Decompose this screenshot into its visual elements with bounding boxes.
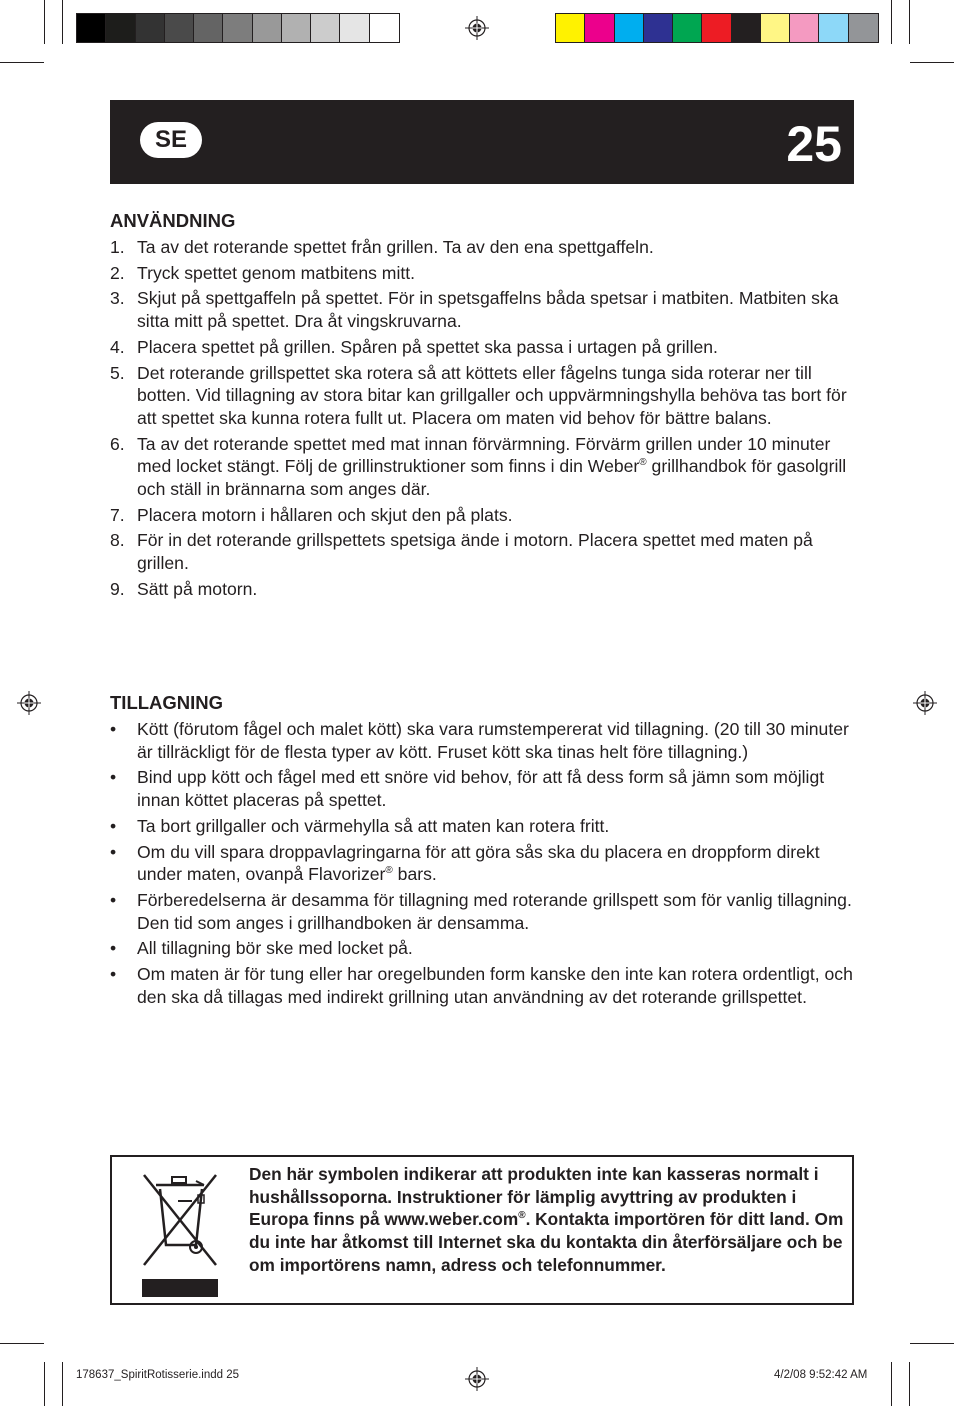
color-calibration-bar — [555, 13, 879, 43]
crop-mark — [891, 1362, 892, 1406]
crop-mark — [891, 0, 892, 44]
list-item: • Kött (förutom fågel och malet kött) ska vara rumstempererat vid tillagning. (20 till 30 minuter är tillräckligt för de flesta typer av kött. Fruset kött ska tinas helt före tillagning.) — [110, 719, 849, 762]
list-item: 9. Sätt på motorn. — [110, 578, 258, 599]
calibration-swatch — [644, 14, 673, 42]
calibration-swatch — [732, 14, 761, 42]
calibration-swatch — [370, 14, 399, 42]
list-item: 3. Skjut på spettgaffeln på spettet. För in spetsgaffelns båda spetsar i matbiten. Matbiten ska sitta mitt på spettet. Dra åt vingskruvarna. — [110, 288, 839, 332]
list-item: 2. Tryck spettet genom matbitens mitt. — [110, 262, 416, 283]
calibration-swatch — [106, 14, 135, 42]
crop-mark — [0, 62, 44, 63]
calibration-swatch — [819, 14, 848, 42]
list-item: 5. Det roterande grillspettet ska rotera så att köttets eller fågelns tunga sida roterar ner till botten. Vid tillagning av stora bitar kan grillgaller och uppvärmningshylla behöva tas bort för att spettet ska kunna rotera fullt ut. Placera om maten vid behov för bättre balans. — [110, 362, 847, 428]
calibration-swatch — [165, 14, 194, 42]
list-item: 8. För in det roterande grillspettets spetsiga ände i motorn. Placera spettet med maten på grillen. — [110, 530, 813, 574]
footer-filename: 178637_SpiritRotisserie.indd 25 — [76, 1369, 240, 1381]
list-item: 7. Placera motorn i hållaren och skjut den på plats. — [110, 504, 513, 525]
cooking-heading: TILLAGNING — [110, 692, 224, 713]
usage-steps-list — [110, 236, 855, 604]
calibration-swatch — [761, 14, 790, 42]
page-number: 25 — [786, 116, 842, 172]
calibration-swatch — [849, 14, 878, 42]
list-item: • Ta bort grillgaller och värmehylla så att maten kan rotera fritt. — [110, 815, 610, 836]
calibration-swatch — [556, 14, 585, 42]
calibration-swatch — [790, 14, 819, 42]
calibration-swatch — [77, 14, 106, 42]
calibration-swatch — [253, 14, 282, 42]
footer-datetime: 4/2/08 9:52:42 AM — [774, 1369, 868, 1381]
crop-mark — [910, 1343, 954, 1344]
crop-mark — [44, 1362, 45, 1406]
crop-mark — [910, 62, 954, 63]
crop-mark — [909, 0, 910, 44]
calibration-swatch — [615, 14, 644, 42]
list-item: 1. Ta av det roterande spettet från grillen. Ta av den ena spettgaffeln. — [110, 237, 654, 257]
list-item: • Bind upp kött och fågel med ett snöre vid behov, för att få dess form så jämn som möjligt innan köttet placeras på spettet. — [110, 767, 825, 811]
language-badge: SE — [140, 122, 202, 158]
list-item: • Om du vill spara droppavlagringarna för att göra sås ska du placera en droppform direkt under maten, ovanpå Flavorizer® bars. — [110, 841, 820, 885]
crop-mark — [62, 1362, 63, 1406]
calibration-swatch — [311, 14, 340, 42]
crossed-out-wheelie-bin-icon — [134, 1167, 224, 1297]
crop-mark — [0, 1343, 44, 1344]
registration-mark-icon — [913, 691, 937, 715]
registration-mark-icon — [465, 16, 489, 40]
crop-mark — [62, 0, 63, 44]
usage-heading: ANVÄNDNING — [110, 210, 236, 231]
calibration-swatch — [223, 14, 252, 42]
calibration-swatch — [340, 14, 369, 42]
calibration-swatch — [282, 14, 311, 42]
list-item: • Förberedelserna är desamma för tillagning med roterande grillspett som för vanlig tillagning. Den tid som anges i grillhandboken är densamma. — [110, 889, 852, 933]
page-header — [110, 100, 854, 184]
list-item: 6. Ta av det roterande spettet med mat innan förvärmning. Förvärm grillen under 10 minuter med locket stängt. Följ de grillinstruktioner som finns i din Weber® grillhandbok för gasolgrill och ställ in brännarna som anges där. — [110, 433, 847, 500]
calibration-swatch — [702, 14, 731, 42]
calibration-swatch — [585, 14, 614, 42]
calibration-swatch — [136, 14, 165, 42]
list-item: • Om maten är för tung eller har oregelbunden form kanske den inte kan rotera ordentligt, och den ska då tillagas med indirekt grillning utan användning av det roterande grillspettet. — [110, 964, 853, 1007]
disposal-notice-box — [110, 1155, 854, 1305]
grayscale-calibration-bar — [76, 13, 400, 43]
registration-mark-icon — [465, 1367, 489, 1391]
disposal-notice-text: Den här symbolen indikerar att produkten inte kan kasseras normalt i hushållssoporna. Instruktioner för lämplig avyttring av produkten i Europa finns på www.weber.com®. Kontakta importören för ditt land. Om du inte har åtkomst till Internet ska du kontakta din återförsäljare och be om importörens namn, adress och telefonnummer. — [249, 1164, 844, 1275]
cooking-tips-list — [110, 718, 855, 1011]
crop-mark — [909, 1362, 910, 1406]
crop-mark — [44, 0, 45, 44]
list-item: • All tillagning bör ske med locket på. — [110, 938, 413, 959]
list-item: 4. Placera spettet på grillen. Spåren på spettet ska passa i urtagen på grillen. — [110, 336, 718, 357]
calibration-swatch — [673, 14, 702, 42]
registration-mark-icon — [17, 691, 41, 715]
calibration-swatch — [194, 14, 223, 42]
